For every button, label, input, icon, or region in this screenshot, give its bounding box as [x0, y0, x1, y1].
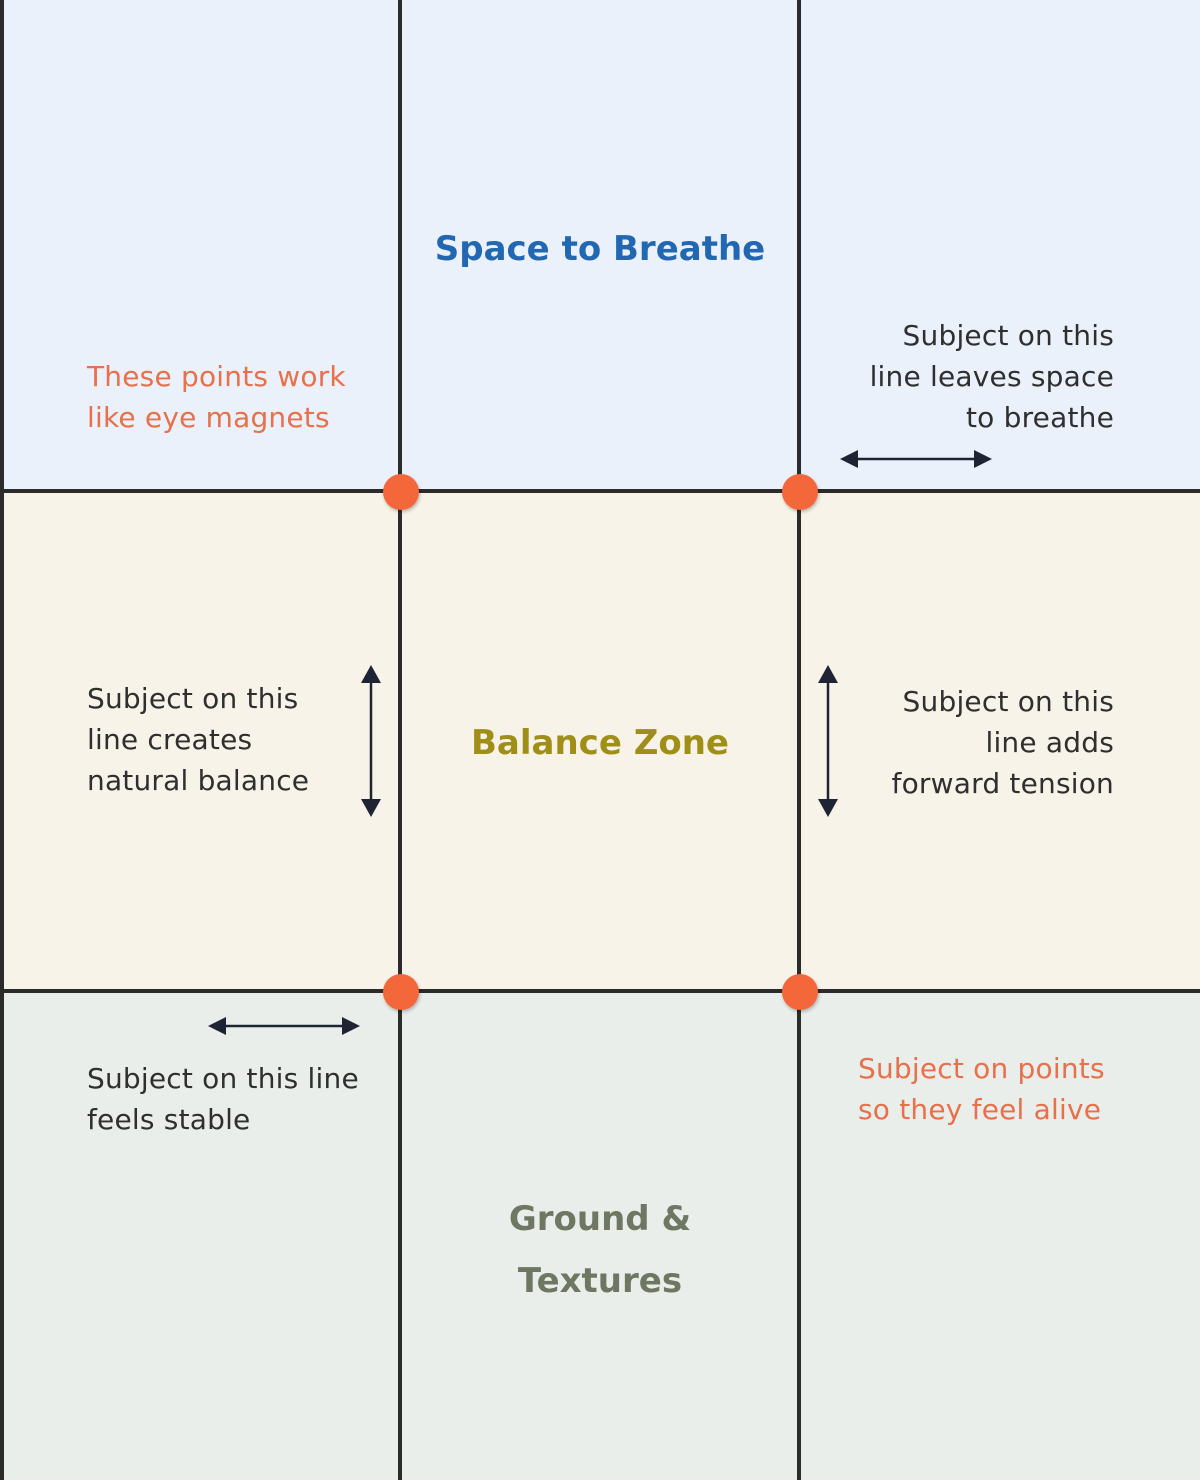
zone-title-top-text: Space to Breathe — [434, 229, 766, 269]
note-alive-points — [858, 1048, 1105, 1130]
grid-line-outer-left — [0, 0, 4, 1480]
note-eye-magnets-line-2: like eye magnets — [87, 401, 330, 434]
double-headed-vertical-arrow-icon — [359, 665, 383, 817]
double-headed-vertical-arrow-icon — [816, 665, 840, 817]
note-tension-line — [840, 681, 1114, 804]
grid-line-horizontal-bottom — [0, 989, 1200, 993]
note-balance-line-1: Subject on this — [87, 682, 299, 715]
double-headed-horizontal-arrow-icon — [208, 1015, 360, 1037]
zone-title-top — [400, 218, 800, 280]
intersection-dot-top-right — [782, 474, 818, 510]
intersection-dot-bottom-right — [782, 974, 818, 1010]
note-breathe-line-2: line leaves space — [869, 360, 1114, 393]
double-headed-horizontal-arrow-icon — [840, 448, 992, 470]
note-balance-line — [87, 678, 309, 801]
zone-title-bottom — [400, 1188, 800, 1312]
note-alive-points-line-1: Subject on points — [858, 1052, 1105, 1085]
grid-line-horizontal-top — [0, 489, 1200, 493]
note-stable-line — [87, 1058, 359, 1140]
zone-title-bottom-line-1: Ground & — [508, 1199, 692, 1239]
note-stable-line-1: Subject on this line — [87, 1062, 359, 1095]
note-tension-line-2: line adds — [985, 726, 1114, 759]
zone-title-middle-text: Balance Zone — [471, 723, 729, 763]
note-eye-magnets-line-1: These points work — [87, 360, 346, 393]
intersection-dot-top-left — [383, 474, 419, 510]
note-breathe-line-3: to breathe — [965, 401, 1114, 434]
note-breathe-line — [820, 315, 1114, 438]
intersection-dot-bottom-left — [383, 974, 419, 1010]
zone-title-middle — [400, 712, 800, 774]
note-balance-line-3: natural balance — [87, 764, 310, 797]
note-tension-line-1: Subject on this — [902, 685, 1114, 718]
note-tension-line-3: forward tension — [891, 767, 1114, 800]
zone-title-bottom-line-2: Textures — [517, 1261, 683, 1301]
note-breathe-line-1: Subject on this — [902, 319, 1114, 352]
note-eye-magnets — [87, 356, 346, 438]
note-alive-points-line-2: so they feel alive — [858, 1093, 1102, 1126]
note-balance-line-2: line creates — [87, 723, 253, 756]
note-stable-line-2: feels stable — [87, 1103, 251, 1136]
